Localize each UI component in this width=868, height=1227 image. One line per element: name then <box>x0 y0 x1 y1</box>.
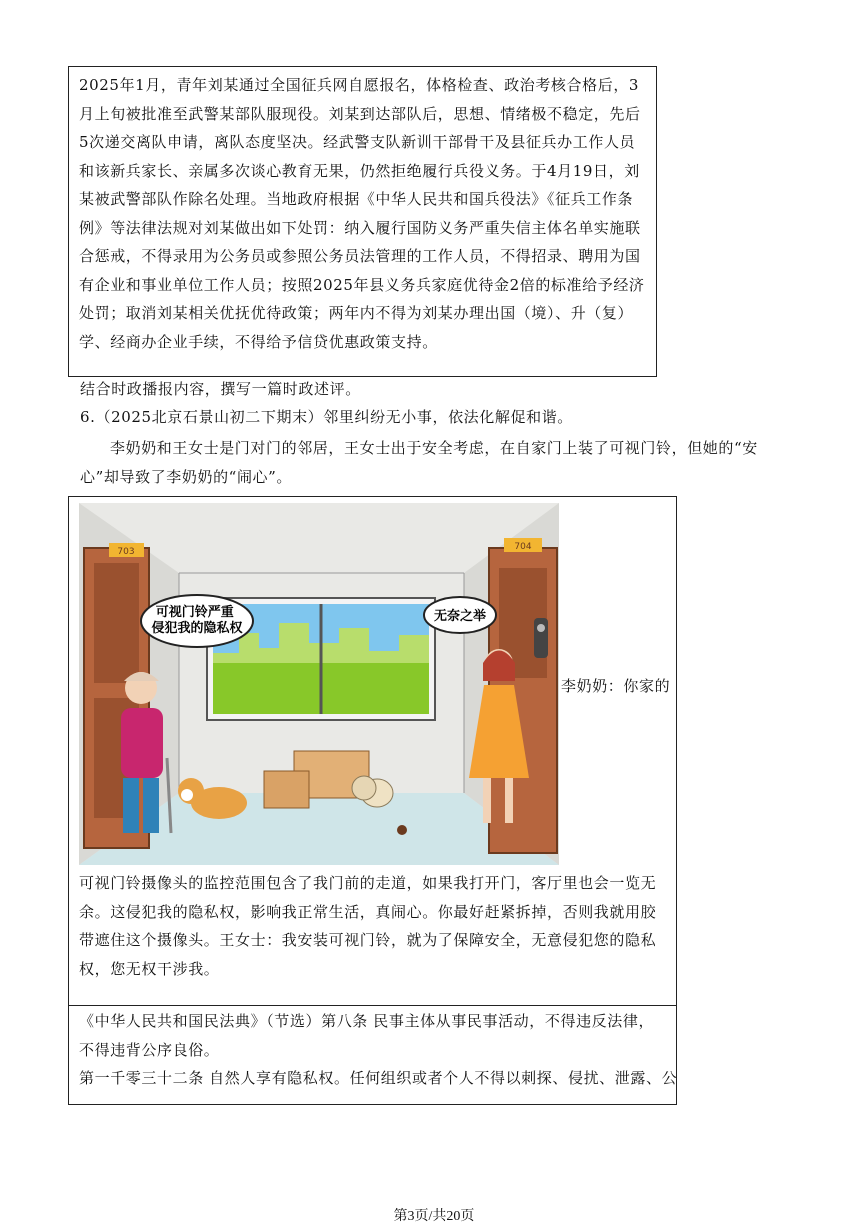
law-excerpt-text: 《中华人民共和国民法典》（节选）第八条 民事主体从事民事活动，不得违反法律，不得违背公序良俗。 <box>79 1012 655 1059</box>
question-6-title: 6.（2025北京石景山初二下期末）邻里纠纷无小事，依法化解促和谐。 <box>80 408 573 426</box>
bubble-right: 无奈之举 <box>433 609 487 624</box>
cartoon-illustration <box>79 503 559 865</box>
case-report-text: 2025年1月，青年刘某通过全国征兵网自愿报名，体格检查、政治考核合格后，3月上旬被批准至武警某部队服现役。刘某到达部队后，思想、情绪极不稳定，先后5次递交离队申请，离队态度坚决。经武警支队新训干部骨干及县征兵办工作人员和该新兵家长、亲属多次谈心教育无果，仍然拒绝履行兵役义务。于4月19日，刘某被武警部队作除名处理。当地政府根据《中华人民共和国兵役法》《征兵工作条例》等法律法规对刘某做出如下处罚：纳入履行国防义务严重失信主体名单实施联合惩戒，不得录用为公务员或参照公务员法管理的工作人员，不得招录、聘用为国有企业和事业单位工作人员；按照2025年县义务兵家庭优待金2倍的标准给予经济处罚；取消刘某相关优抚优待政策；两年内不得为刘某办理出国（境）、升（复）学、经商办企业手续，不得给予信贷优惠政策支持。 <box>79 76 645 351</box>
door-left-number: 703 <box>117 547 135 557</box>
material-box <box>68 496 677 1006</box>
case-report-box <box>68 66 657 377</box>
question-6-intro: 李奶奶和王女士是门对门的邻居，王女士出于安全考虑，在自家门上装了可视门铃，但她的“安心”却导致了李奶奶的“闹心”。 <box>80 439 758 486</box>
law-excerpt-text-2: 第一千零三十二条 自然人享有隐私权。任何组织或者个人不得以刺探、侵扰、泄露、公 <box>79 1069 678 1087</box>
page-footer: 第3页/共20页 <box>393 1209 475 1224</box>
dialogue-text: 可视门铃摄像头的监控范围包含了我门前的走道，如果我打开门，客厅里也会一览无余。这侵犯我的隐私权，影响我正常生活，真闹心。你最好赶紧拆掉，否则我就用胶带遮住这个摄像头。王女士：我安装可视门铃，就为了保障安全，无意侵犯您的隐私权，您无权干涉我。 <box>79 874 657 978</box>
svg-text:可视门铃严重 侵犯我的隐私权: 可视门铃严重 侵犯我的隐私权 <box>151 605 243 636</box>
dialogue-lead: 李奶奶：你家的 <box>561 677 671 695</box>
door-right-number: 704 <box>514 542 532 552</box>
law-excerpt-box <box>68 1005 677 1105</box>
task-instruction: 结合时政播报内容，撰写一篇时政述评。 <box>80 380 361 398</box>
